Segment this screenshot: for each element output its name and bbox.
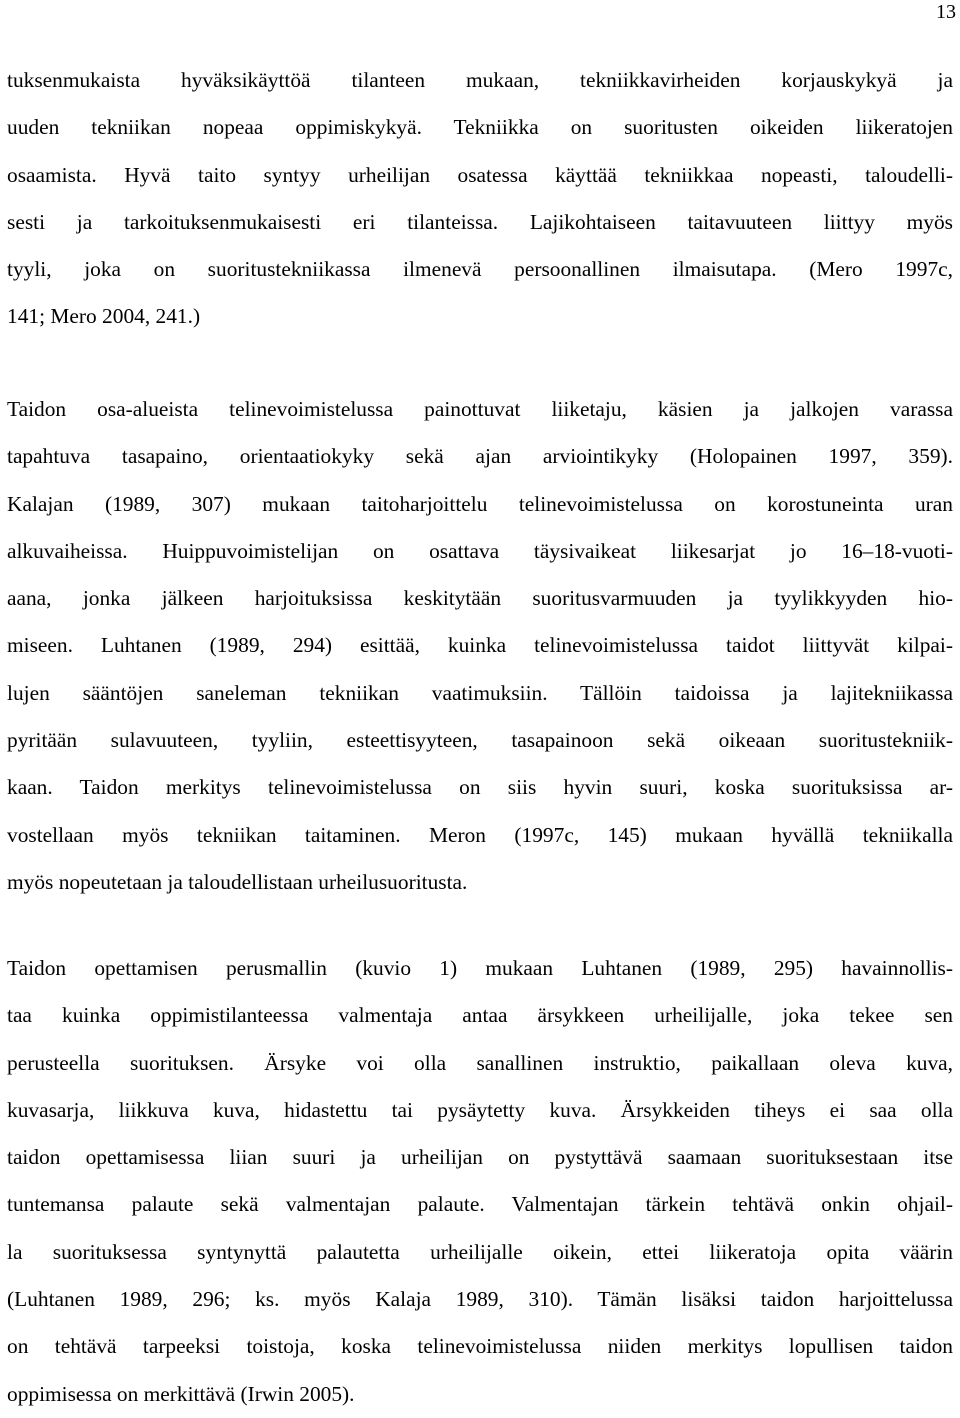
text-line: Taidon osa-alueista telinevoimistelussa painottuvat liiketaju, käsien ja jalkojen varassa (7, 397, 953, 421)
paragraph-1 (7, 57, 953, 341)
text-line: Kalajan (1989, 307) mukaan taitoharjoittelu telinevoimistelussa on korostuneinta uran (7, 491, 953, 516)
text-line: kaan. Taidon merkitys telinevoimistelussa on siis hyvin suuri, koska suorituksissa ar- (7, 775, 953, 800)
text-line: oppimisessa on merkittävä (Irwin 2005). (7, 1381, 355, 1406)
text-line: tapahtuva tasapaino, orientaatiokyky sekä ajan arviointikyky (Holopainen 1997, 359). (7, 444, 953, 469)
text-line: vostellaan myös tekniikan taitaminen. Meron (1997c, 145) mukaan hyvällä tekniikalla (7, 822, 953, 847)
text-line: on tehtävä tarpeeksi toistoja, koska telinevoimistelussa niiden merkitys lopullisen taidon (7, 1334, 953, 1359)
text-line: (Luhtanen 1989, 296; ks. myös Kalaja 1989, 310). Tämän lisäksi taidon harjoittelussa (7, 1287, 953, 1312)
text-line: pyritään sulavuuteen, tyyliin, esteettisyyteen, tasapainoon sekä oikeaan suoritustekniik- (7, 728, 953, 753)
text-line: taa kuinka oppimistilanteessa valmentaja antaa ärsykkeen urheilijalle, joka tekee sen (7, 1003, 953, 1028)
text-line: miseen. Luhtanen (1989, 294) esittää, kuinka telinevoimistelussa taidot liittyvät kilpai- (7, 633, 953, 658)
text-line: Taidon opettamisen perusmallin (kuvio 1) mukaan Luhtanen (1989, 295) havainnollis- (7, 956, 953, 980)
text-line: la suorituksessa syntynyttä palautetta urheilijalle oikein, ettei liikeratoja opita väärin (7, 1239, 953, 1264)
text-line: taidon opettamisessa liian suuri ja urheilijan on pystyttävä saamaan suorituksestaan itse (7, 1145, 953, 1170)
text-line: sesti ja tarkoituksenmukaisesti eri tilanteissa. Lajikohtaiseen taitavuuteen liittyy myös (7, 209, 953, 234)
text-line: kuvasarja, liikkuva kuva, hidastettu tai pysäytetty kuva. Ärsykkeiden tiheys ei saa olla (7, 1097, 953, 1122)
text-line: tyyli, joka on suoritustekniikassa ilmenevä persoonallinen ilmaisutapa. (Mero 1997c, (7, 257, 953, 282)
text-line: alkuvaiheissa. Huippuvoimistelijan on osattava täysivaikeat liikesarjat jo 16–18-vuoti- (7, 538, 953, 563)
text-line: tuksenmukaista hyväksikäyttöä tilanteen mukaan, tekniikkavirheiden korjauskykyä ja (7, 68, 953, 92)
text-line: lujen sääntöjen saneleman tekniikan vaatimuksiin. Tällöin taidoissa ja lajitekniikassa (7, 680, 953, 705)
page-number: 13 (936, 1, 956, 23)
text-line: myös nopeutetaan ja taloudellistaan urheilusuoritusta. (7, 869, 468, 894)
paragraph-2 (7, 386, 953, 906)
text-line: 141; Mero 2004, 241.) (7, 304, 201, 329)
text-line: osaamista. Hyvä taito syntyy urheilijan osatessa käyttää tekniikkaa nopeasti, taloudelli- (7, 162, 953, 187)
text-line: perusteella suorituksen. Ärsyke voi olla sanallinen instruktio, paikallaan oleva kuva, (7, 1050, 953, 1075)
paragraph-3 (7, 945, 953, 1418)
text-line: aana, jonka jälkeen harjoituksissa keskitytään suoritusvarmuuden ja tyylikkyyden hio- (7, 586, 953, 611)
text-line: tuntemansa palaute sekä valmentajan palaute. Valmentajan tärkein tehtävä onkin ohjail- (7, 1192, 953, 1217)
text-line: uuden tekniikan nopeaa oppimiskykyä. Tekniikka on suoritusten oikeiden liikeratojen (7, 115, 953, 140)
